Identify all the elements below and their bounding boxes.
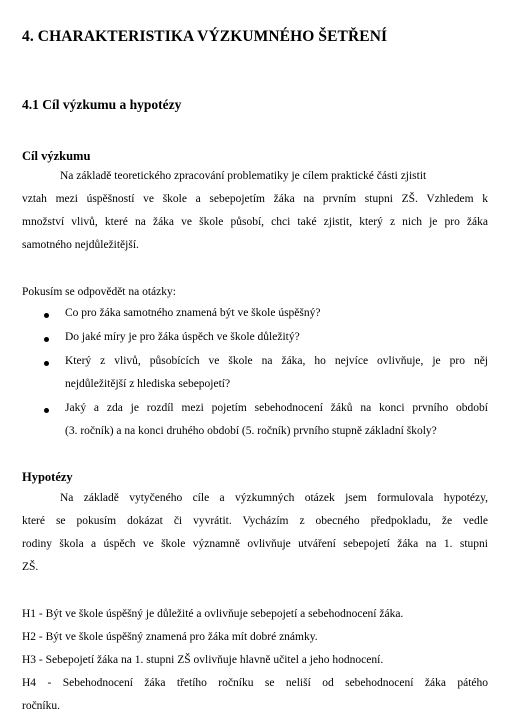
section-title: 4.1 Cíl výzkumu a hypotézy [22,97,182,112]
hypotheses-line-4: ZŠ. [22,561,39,573]
hypotheses-line-1: Na základě vytyčeného cíle a výzkumných otázek jsem formulovala hypotézy, [60,492,488,504]
hypothesis-h4-line-1: H4 - Sebehodnocení žáka třetího ročníku se neliší od sebehodnocení žáka pátého [22,677,488,689]
hypothesis-h2: H2 - Být ve škole úspěšný znamená pro žáka mít dobré známky. [22,631,318,643]
question-4-line-1: Jaký a zda je rozdíl mezi pojetím sebehodnocení žáků na konci prvního období [65,402,488,414]
goal-line-3: množství vlivů, které na žáka ve škole působí, chci také zjistit, který z nich je pro žáka [22,216,488,228]
question-2: Do jaké míry je pro žáka úspěch ve škole důležitý? [65,331,300,343]
hypotheses-line-3: rodiny škola a úspěch ve škole významně ovlivňuje utváření sebepojetí žáka na 1. stupni [22,538,488,550]
hypothesis-h4-line-2: ročníku. [22,700,61,712]
hypothesis-h3: H3 - Sebepojetí žáka na 1. stupni ZŠ ovlivňuje hlavně učitel a jeho hodnocení. [22,654,384,666]
goal-heading: Cíl výzkumu [22,149,91,163]
bullet-icon [44,408,49,413]
bullet-icon [44,313,49,318]
questions-intro: Pokusím se odpovědět na otázky: [22,286,176,298]
bullet-icon [44,361,49,366]
hypothesis-h1: H1 - Být ve škole úspěšný je důležité a ovlivňuje sebepojetí a sebehodnocení žáka. [22,608,404,620]
question-3-line-2: nejdůležitější z hlediska sebepojetí? [65,378,231,390]
goal-line-2: vztah mezi úspěšností ve škole a sebepojetím žáka na prvním stupni ZŠ. Vzhledem k [22,193,488,205]
hypotheses-heading: Hypotézy [22,470,73,484]
hypotheses-line-2: které se pokusím dokázat či vyvrátit. Vycházím z obecného předpokladu, že vedle [22,515,488,527]
goal-line-1: Na základě teoretického zpracování problematiky je cílem praktické části zjistit [60,170,427,182]
goal-line-4: samotného nejdůležitější. [22,239,139,251]
bullet-icon [44,337,49,342]
chapter-title: 4. CHARAKTERISTIKA VÝZKUMNÉHO ŠETŘENÍ [22,28,388,45]
question-4-line-2: (3. ročník) a na konci druhého období (5. ročník) prvního stupně základní školy? [65,425,437,437]
question-3-line-1: Který z vlivů, působících ve škole na žáka, ho nejvíce ovlivňuje, je pro něj [65,355,488,367]
question-1: Co pro žáka samotného znamená být ve škole úspěšný? [65,307,321,319]
